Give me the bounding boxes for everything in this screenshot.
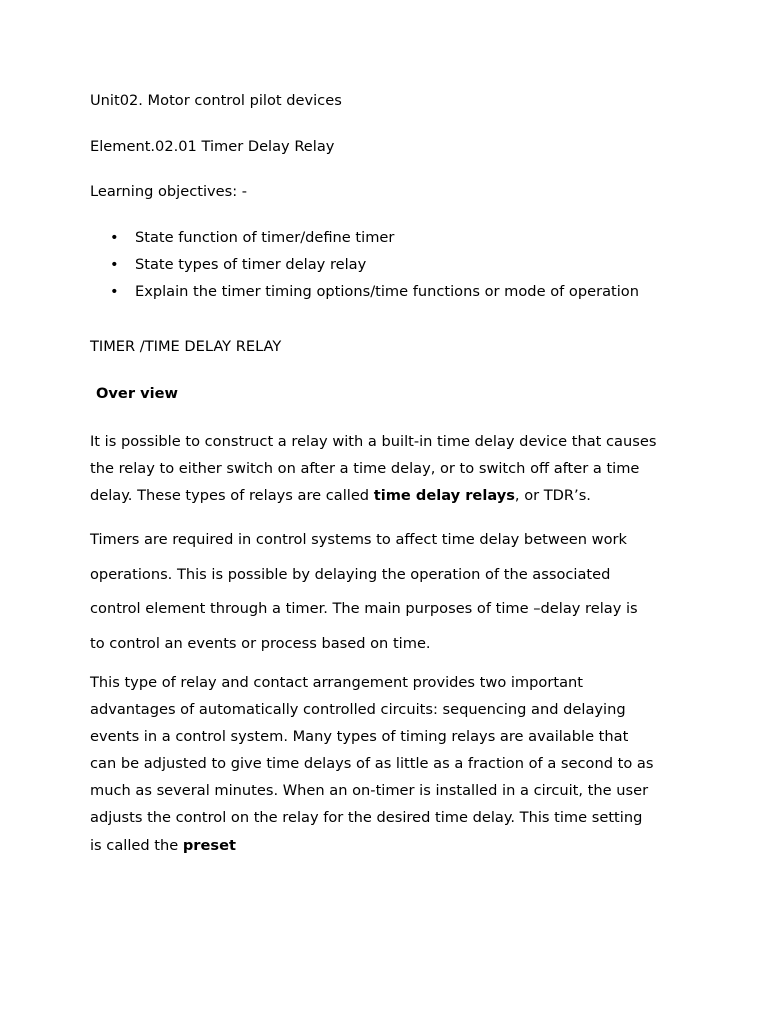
overview-heading: Over view [96,385,178,402]
paragraph-line [90,486,591,506]
paragraph-line [90,836,236,856]
paragraph-line: operations. This is possible by delaying the operation of the associated [90,566,611,583]
paragraph-line: adjusts the control on the relay for the desired time delay. This time setting [90,809,643,826]
objective-text: State function of timer/define timer [135,229,395,246]
paragraph-line: control element through a timer. The main purposes of time –delay relay is [90,600,638,617]
text-run: delay. These types of relays are called [90,487,374,504]
unit-title: Unit02. Motor control pilot devices [90,92,342,109]
bullet-icon: • [110,283,119,300]
paragraph-line: can be adjusted to give time delays of as little as a fraction of a second to as [90,755,654,772]
objectives-label: Learning objectives: - [90,183,248,200]
term-bold: time delay relays [373,487,515,504]
paragraph-line: much as several minutes. When an on-timer is installed in a circuit, the user [90,782,649,799]
paragraph-line: to control an events or process based on time. [90,635,431,652]
paragraph-line: It is possible to construct a relay with a built-in time delay device that causes [90,433,657,450]
paragraph-line: Timers are required in control systems to affect time delay between work [90,531,627,548]
text-run: is called the [90,837,183,854]
paragraph-line: advantages of automatically controlled circuits: sequencing and delaying [90,701,626,718]
objective-text: Explain the timer timing options/time functions or mode of operation [135,283,639,300]
text-run: , or TDR’s. [514,487,591,504]
paragraph-line: This type of relay and contact arrangement provides two important [90,674,583,691]
bullet-icon: • [110,256,119,273]
paragraph-line: the relay to either switch on after a time delay, or to switch off after a time [90,460,640,477]
element-title: Element.02.01 Timer Delay Relay [90,138,335,155]
bullet-icon: • [110,229,119,246]
section-title: TIMER /TIME DELAY RELAY [90,338,282,355]
objective-text: State types of timer delay relay [135,256,367,273]
paragraph-line: events in a control system. Many types of timing relays are available that [90,728,629,745]
term-bold: preset [182,837,236,854]
